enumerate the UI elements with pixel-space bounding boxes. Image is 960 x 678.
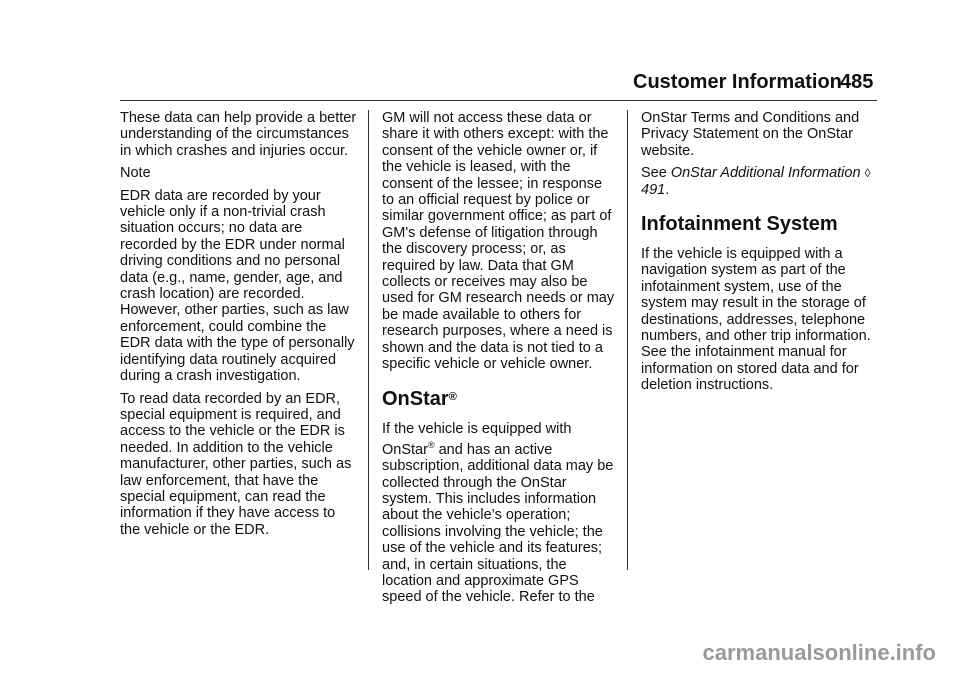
watermark: carmanualsonline.info — [702, 640, 936, 665]
column-2 — [382, 110, 618, 612]
section-heading-onstar — [382, 387, 618, 411]
paragraph: To read data recorded by an EDR, special equipment is required, and access to the vehicle or the EDR is needed. In addition to the vehicle manufacturer, other parties, such as law enforcement, that have the special equipment, can read the information if they have access to the vehicle or the EDR. — [120, 390, 352, 538]
paragraph: If the vehicle is equipped with a navigation system as part of the infotainment system, use of the system may result in the storage of destinations, addresses, telephone numbers, and other trip information. See the infotainment manual for information on stored data and for deletion instructions. — [641, 246, 871, 394]
column-divider-2 — [627, 110, 628, 570]
paragraph — [382, 421, 618, 606]
cross-reference-page[interactable]: 491 — [641, 181, 666, 198]
punctuation: . — [665, 181, 670, 198]
paragraph: These data can help provide a better understanding of the circumstances in which crashes and injuries occur. — [120, 110, 357, 159]
section-title: Customer Information — [633, 71, 842, 93]
registered-mark: ® — [427, 439, 435, 450]
column-1 — [120, 110, 358, 544]
header-rule — [120, 100, 877, 101]
see-label: See — [641, 165, 671, 182]
section-heading-infotainment: Infotainment System — [641, 213, 838, 236]
text-span: and has an active subscription, additional data may be collected through the OnStar system. This includes information about the vehicle’s operation; collisions involving the vehicle; the use of the vehicle and its features; and, in certain situations, the location and approximate GPS speed of the vehicle. Refer to the — [382, 441, 614, 606]
paragraph: EDR data are recorded by your vehicle only if a non-trivial crash situation occurs; no data are recorded by the EDR under normal driving conditions and no personal data (e.g., name, gender, age, and crash location) are recorded. However, other parties, such as law enforcement, could combine the EDR data with the type of personally identifying data routinely acquired during a crash investigation. — [120, 187, 355, 385]
paragraph: GM will not access these data or share it with others except: with the consent of the vehicle owner or, if the vehicle is leased, with the consent of the lessee; in response to an official request by police or similar government office; as part of GM's defense of litigation through the discovery process; or, as required by law. Data that GM collects or receives may also be used for GM research needs or may be made available to others for research purposes, where a need is shown and the data is not tied to a specific vehicle or vehicle owner. — [382, 110, 615, 373]
registered-mark: ® — [448, 390, 457, 403]
note-label: Note — [120, 165, 151, 182]
paragraph: OnStar Terms and Conditions and Privacy Statement on the OnStar website. — [641, 110, 860, 159]
column-3 — [641, 110, 879, 400]
page-number: 485 — [840, 71, 874, 93]
text-span: If the vehicle is equipped with OnStar — [382, 420, 572, 458]
cross-reference-link[interactable]: OnStar Additional Information — [670, 165, 861, 182]
page-ref-icon: ◊ — [864, 166, 871, 181]
heading-text: OnStar — [382, 387, 449, 410]
column-divider-1 — [368, 110, 369, 570]
see-reference — [641, 165, 879, 198]
